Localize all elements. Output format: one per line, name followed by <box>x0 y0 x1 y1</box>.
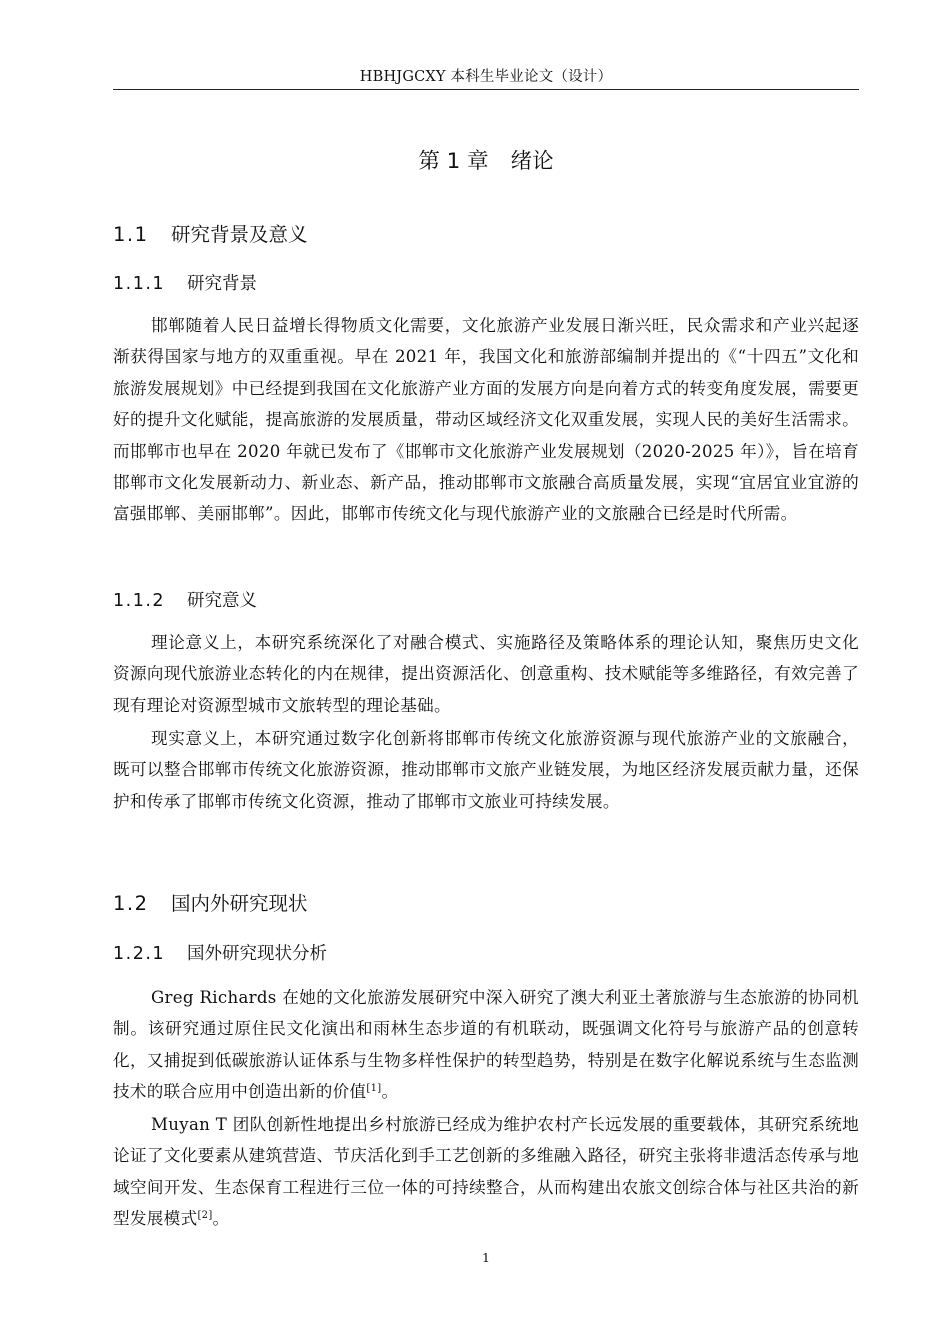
section-number: 1.1 <box>113 223 149 246</box>
chapter-name: 绪论 <box>510 149 554 174</box>
subsection-heading-1-1-2 <box>113 589 257 613</box>
subsection-number: 1.1.2 <box>113 591 166 611</box>
section-title: 国内外研究现状 <box>171 892 308 915</box>
citation-marker[interactable]: [2] <box>197 1210 213 1222</box>
page-number: 1 <box>482 1250 490 1265</box>
subsection-heading-1-1-1 <box>113 272 257 296</box>
running-header: HBHJGCXY 本科生毕业论文（设计） <box>359 69 613 85</box>
paragraph-text: Greg Richards 在她的文化旅游发展研究中深入研究了澳大利亚土著旅游与生态旅游的协同机制。该研究通过原住民文化演出和雨林生态步道的有机联动，既强调文化符号与旅游产品的创意转化，又捕捉到低碳旅游认证体系与生物多样性保护的转型趋势，特别是在数字化解说系统与生态监测技术的联合应用中创造出新的价值 <box>113 988 859 1102</box>
subsection-title: 研究意义 <box>187 591 257 611</box>
section-heading-1-1 <box>113 222 308 248</box>
subsection-title: 研究背景 <box>187 274 257 294</box>
subsection-number: 1.2.1 <box>113 944 166 964</box>
subsection-number: 1.1.1 <box>113 274 166 294</box>
section-heading-1-2 <box>113 891 308 917</box>
paragraph-practical-significance: 现实意义上，本研究通过数字化创新将邯郸市传统文化旅游资源与现代旅游产业的文旅融合，既可以整合邯郸市传统文化旅游资源，推动邯郸市文旅产业链发展，为地区经济发展贡献力量，还保护和传承了邯郸市传统文化资源，推动了邯郸市文旅业可持续发展。 <box>113 729 859 811</box>
paragraph-greg-richards <box>113 982 859 1108</box>
subsection-title: 国外研究现状分析 <box>187 944 327 964</box>
paragraph-end: 。 <box>212 1209 230 1229</box>
citation-marker[interactable]: [1] <box>366 1083 382 1095</box>
paragraph-end: 。 <box>381 1082 399 1102</box>
paragraph-theoretical-significance: 理论意义上，本研究系统深化了对融合模式、实施路径及策略体系的理论认知，聚焦历史文化资源向现代旅游业态转化的内在规律，提出资源活化、创意重构、技术赋能等多维路径，有效完善了现有理论对资源型城市文旅转型的理论基础。 <box>113 633 859 715</box>
chapter-number: 第 1 章 <box>418 149 489 174</box>
subsection-heading-1-2-1 <box>113 942 327 966</box>
paragraph-muyan-t <box>113 1109 859 1235</box>
paragraph-text: Muyan T 团队创新性地提出乡村旅游已经成为维护农村产长远发展的重要载体，其研究系统地论证了文化要素从建筑营造、节庆活化到手工艺创新的多维融入路径，研究主张将非遗活态传承与地域空间开发、生态保育工程进行三位一体的可持续整合，从而构建出农旅文创综合体与社区共治的新型发展模式 <box>113 1115 859 1229</box>
chapter-title <box>113 148 859 176</box>
paragraph-background: 邯郸随着人民日益增长得物质文化需要，文化旅游产业发展日渐兴旺，民众需求和产业兴起逐渐获得国家与地方的双重重视。早在 2021 年，我国文化和旅游部编制并提出的《“十四五”文化和旅游发展规划》中已经提到我国在文化旅游产业方面的发展方向是向着方式的转变角度发展，需要更好的提升文化赋能，提高旅游的发展质量，带动区域经济文化双重发展，实现人民的美好生活需求。而邯郸市也早在 2020 年就已发布了《邯郸市文化旅游产业发展规划（2020-2025 年）》，旨在培育邯郸市文化发展新动力、新业态、新产品，推动邯郸市文旅融合高质量发展，实现“宜居宜业宜游的富强邯郸、美丽邯郸”。因此，邯郸市传统文化与现代旅游产业的文旅融合已经是时代所需。 <box>113 316 859 524</box>
section-title: 研究背景及意义 <box>171 223 308 246</box>
header-rule <box>113 89 859 90</box>
section-number: 1.2 <box>113 892 149 915</box>
